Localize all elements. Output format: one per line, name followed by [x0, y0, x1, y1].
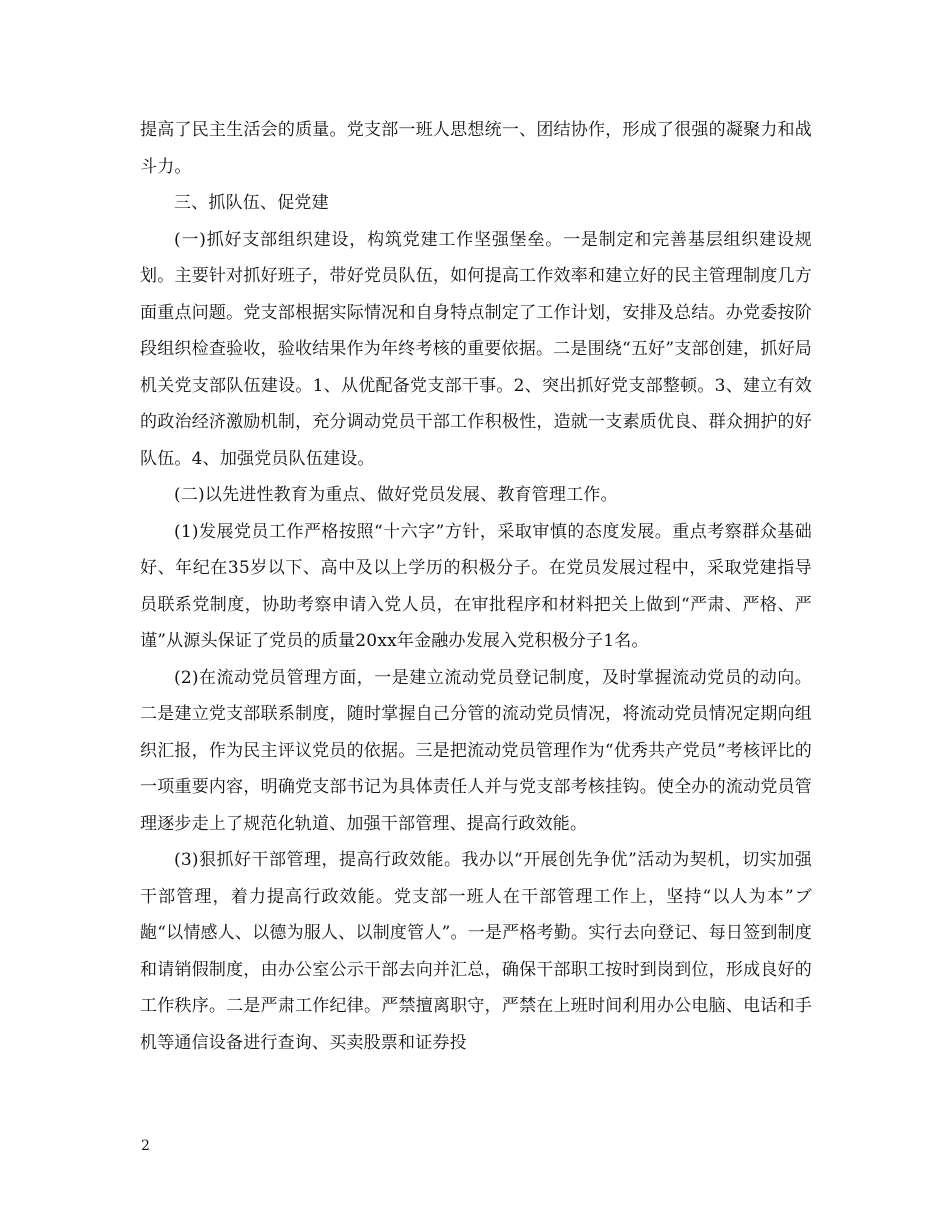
paragraph: (2)在流动党员管理方面，一是建立流动党员登记制度，及时掌握流动党员的动向。二是建立党支部联系制度，随时掌握自己分管的流动党员情况，将流动党员情况定期向组织汇报，作为民主评议党员的依据。三是把流动党员管理作为“优秀共产党员”考核评比的一项重要内容，明确党支部书记为具体责任人并与党支部考核挂钩。使全办的流动党员管理逐步走上了规范化轨道、加强干部管理、提高行政效能。	[140, 667, 812, 834]
paragraph: (一)抓好支部组织建设，构筑党建工作坚强堡垒。一是制定和完善基层组织建设规划。主要针对抓好班子，带好党员队伍，如何提高工作效率和建立好的民主管理制度几方面重点问题。党支部根据实际情况和自身特点制定了工作计划，安排及总结。办党委按阶段组织检查验收，验收结果作为年终考核的重要依据。二是围绕“五好”支部创建，抓好局机关党支部队伍建设。1、从优配备党支部干事。2、突出抓好党支部整顿。3、建立有效的政治经济激励机制，充分调动党员干部工作积极性，造就一支素质优良、群众拥护的好队伍。4、加强党员队伍建设。	[140, 229, 812, 469]
page-number: 2	[141, 1138, 150, 1154]
paragraph: 提高了民主生活会的质量。党支部一班人思想统一、团结协作，形成了很强的凝聚力和战斗力。	[140, 120, 812, 177]
section-heading: 三、抓队伍、促党建	[174, 193, 329, 213]
subsection-heading: (二)以先进性教育为重点、做好党员发展、教育管理工作。	[174, 485, 618, 505]
paragraph: (1)发展党员工作严格按照“十六字”方针，采取审慎的态度发展。重点考察群众基础好、年纪在35岁以下、高中及以上学历的积极分子。在党员发展过程中，采取党建指导员联系党制度，协助考察申请入党人员，在审批程序和材料把关上做到“严肃、严格、严谨”从源头保证了党员的质量20xx年金融办发展入党积极分子1名。	[140, 521, 812, 651]
paragraph: (3)狠抓好干部管理，提高行政效能。我办以“开展创先争优”活动为契机，切实加强干部管理，着力提高行政效能。党支部一班人在干部管理工作上，坚持“以人为本”ブ龅“以情感人、以德为服人、以制度管人”。一是严格考勤。实行去向登记、每日签到制度和请销假制度，由办公室公示干部去向并汇总，确保干部职工按时到岗到位，形成良好的工作秩序。二是严肃工作纪律。严禁擅离职守，严禁在上班时间利用办公电脑、电话和手机等通信设备进行查询、买卖股票和证券投	[140, 850, 812, 1053]
document-body	[140, 112, 812, 1061]
